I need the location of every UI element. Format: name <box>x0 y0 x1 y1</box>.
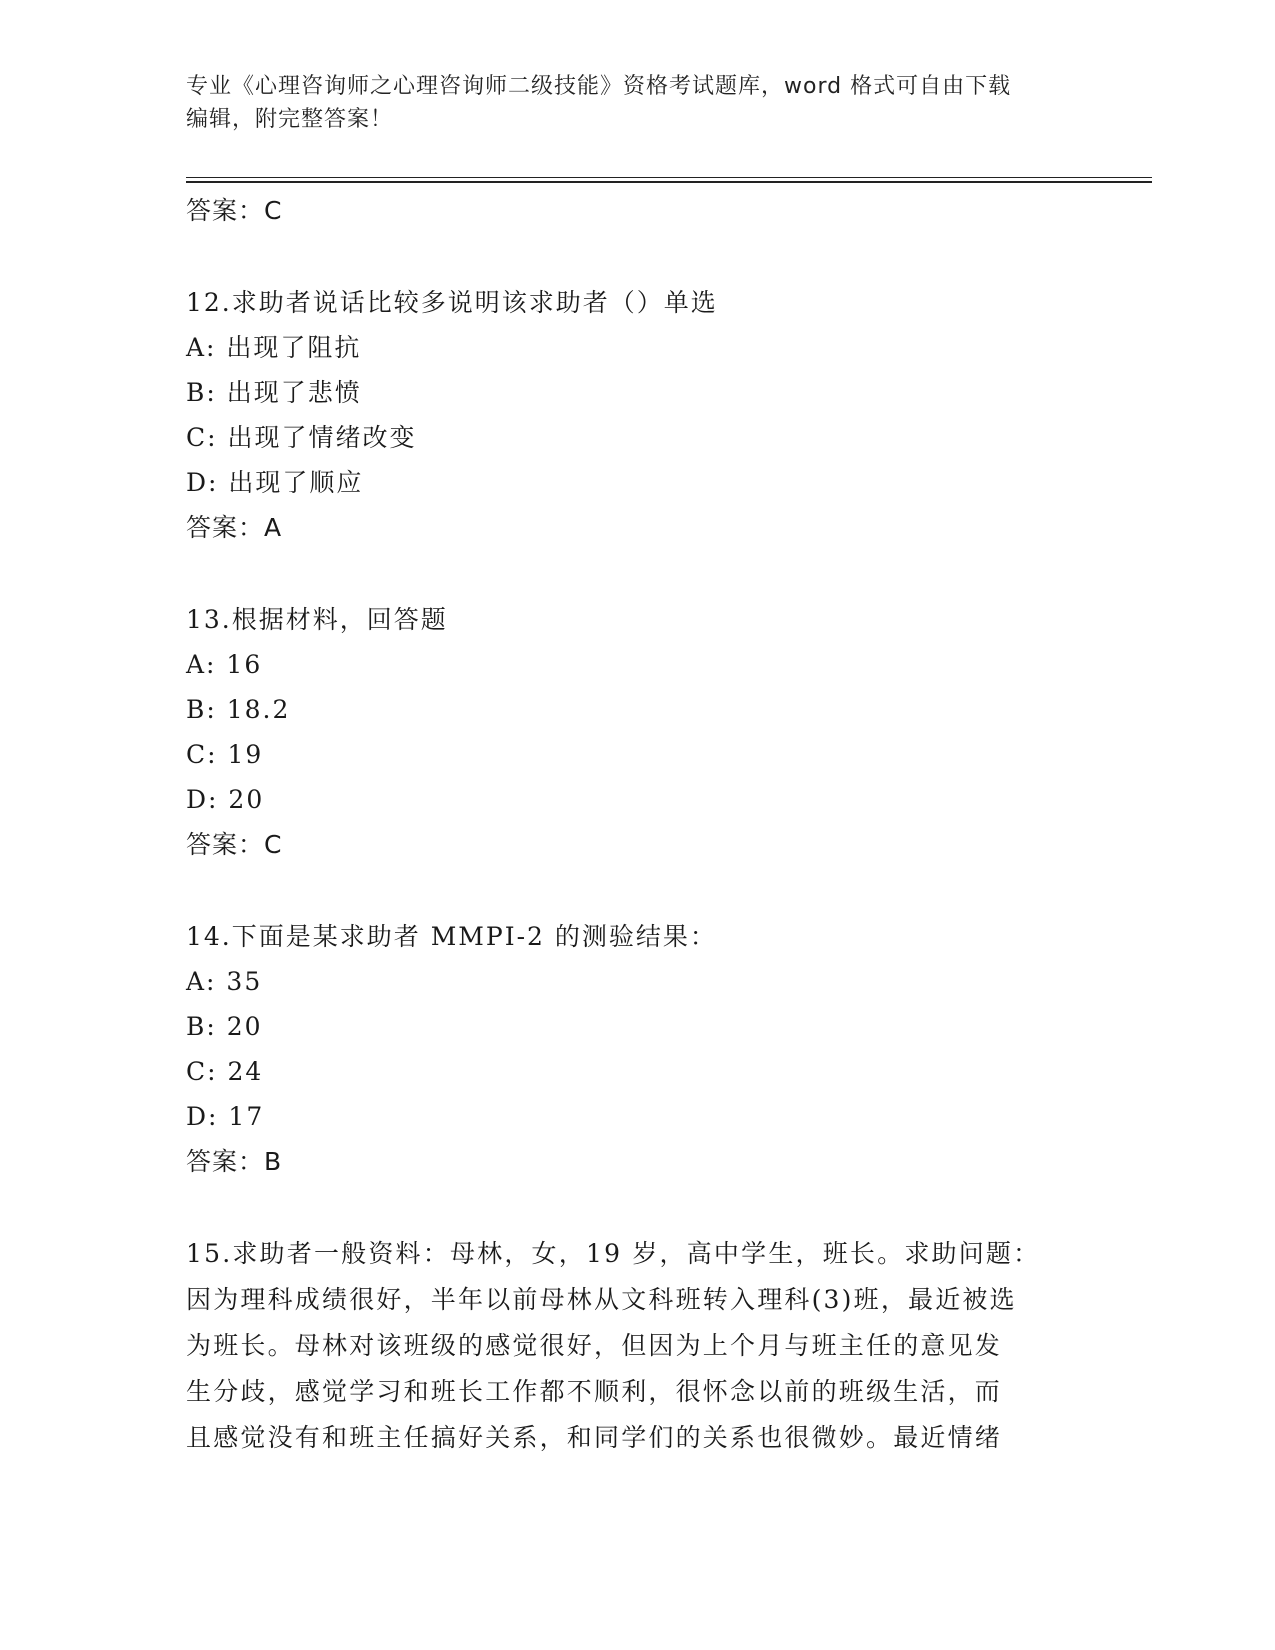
answer: 答案：B <box>186 1147 283 1176</box>
answer: 答案：A <box>186 513 283 542</box>
answer-previous: 答案：C <box>186 196 283 225</box>
option-c: C: 19 <box>186 740 264 769</box>
option-b: B: 20 <box>186 1012 263 1041</box>
option-b: B: 18.2 <box>186 695 291 724</box>
option-d: D: 20 <box>186 785 265 814</box>
spacer <box>186 1184 1086 1231</box>
option-d: D: 17 <box>186 1102 265 1131</box>
option-a: A: 出现了阻抗 <box>186 333 362 362</box>
question-list <box>186 188 1086 1461</box>
question-12 <box>186 280 1086 550</box>
question-14 <box>186 914 1086 1184</box>
spacer <box>186 550 1086 597</box>
paragraph-line: 15.求助者一般资料：母林，女，19 岁，高中学生，班长。求助问题： <box>186 1239 1041 1268</box>
document-header <box>186 70 1066 136</box>
paragraph-line: 因为理科成绩很好，半年以前母林从文科班转入理科(3)班，最近被选 <box>186 1285 1017 1314</box>
option-c: C: 出现了情绪改变 <box>186 423 417 452</box>
option-d: D: 出现了顺应 <box>186 468 364 497</box>
option-c: C: 24 <box>186 1057 264 1086</box>
answer: 答案：C <box>186 830 283 859</box>
paragraph-line: 生分歧，感觉学习和班长工作都不顺利，很怀念以前的班级生活，而 <box>186 1377 1003 1406</box>
paragraph-line: 为班长。母林对该班级的感觉很好，但因为上个月与班主任的意见发 <box>186 1331 1003 1360</box>
option-a: A: 16 <box>186 650 263 679</box>
question-stem: 14.下面是某求助者 MMPI-2 的测验结果： <box>186 922 717 951</box>
header-line-1: 专业《心理咨询师之心理咨询师二级技能》资格考试题库，word 格式可自由下载 <box>186 74 1012 99</box>
spacer <box>186 867 1086 914</box>
question-stem: 12.求助者说话比较多说明该求助者（）单选 <box>186 288 718 317</box>
question-13 <box>186 597 1086 867</box>
header-divider-thin <box>186 177 1152 178</box>
option-b: B: 出现了悲愤 <box>186 378 362 407</box>
spacer <box>186 233 1086 280</box>
header-line-2: 编辑，附完整答案！ <box>186 107 394 132</box>
question-stem: 13.根据材料，回答题 <box>186 605 448 634</box>
option-a: A: 35 <box>186 967 263 996</box>
header-divider-thick <box>186 181 1152 183</box>
paragraph-line: 且感觉没有和班主任搞好关系，和同学们的关系也很微妙。最近情绪 <box>186 1423 1003 1452</box>
question-15 <box>186 1231 1086 1461</box>
